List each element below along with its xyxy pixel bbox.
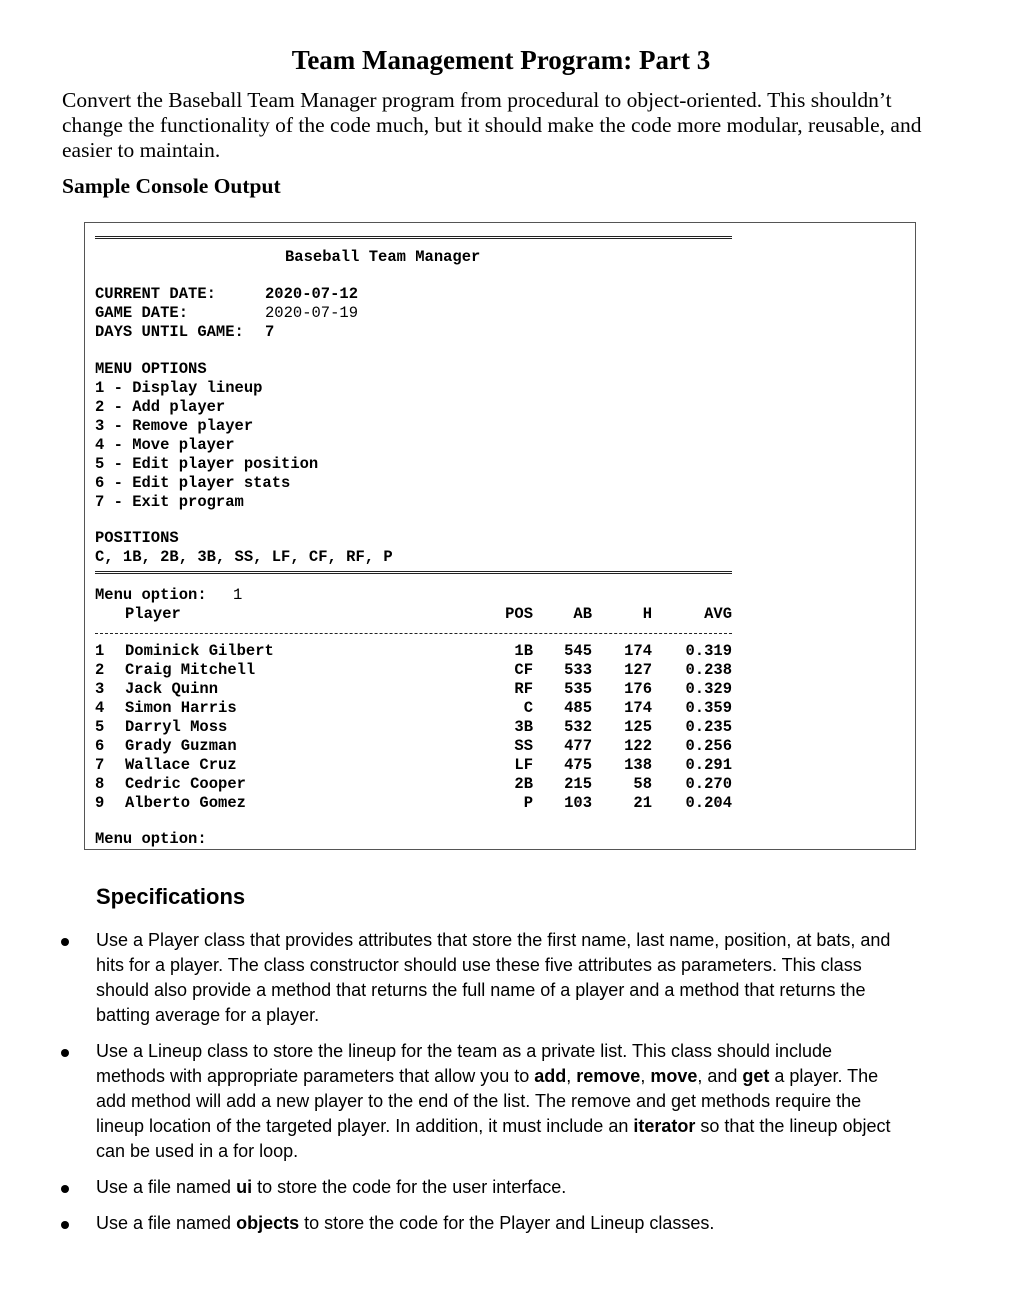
bullet-dot xyxy=(61,1221,69,1229)
menu-item: 4 - Move player xyxy=(95,436,235,454)
spec-keyword: ui xyxy=(236,1177,253,1197)
player-at-bats: 533 xyxy=(564,661,592,679)
spec-keyword: remove xyxy=(576,1066,641,1086)
player-at-bats: 535 xyxy=(564,680,592,698)
player-hits: 174 xyxy=(624,642,652,660)
row-number: 7 xyxy=(95,756,105,774)
player-at-bats: 103 xyxy=(564,794,592,812)
player-hits: 174 xyxy=(624,699,652,717)
menu-item: 1 - Display lineup xyxy=(95,379,263,397)
menu-option-value: 1 xyxy=(233,586,243,604)
column-header-pos: POS xyxy=(505,605,533,623)
specifications-heading: Specifications xyxy=(96,884,246,909)
row-number: 5 xyxy=(95,718,105,736)
player-hits: 127 xyxy=(624,661,652,679)
player-position: 3B xyxy=(514,718,533,736)
console-app-title: Baseball Team Manager xyxy=(285,248,481,266)
row-number: 6 xyxy=(95,737,105,755)
spec-keyword: get xyxy=(742,1066,770,1086)
player-average: 0.238 xyxy=(685,661,732,679)
player-average: 0.319 xyxy=(685,642,732,660)
spec-text: Use a Player class that provides attributes that store the first name, last name, position, at bats, and hits for a player. The class constructor should use these five attributes as parameters. This class should also provide a method that returns the full name of a player and a method that returns the batting average for a player. xyxy=(96,930,891,1025)
spec-bullet-player-class xyxy=(96,928,896,1028)
game-date-label: GAME DATE: xyxy=(95,304,189,322)
spec-text: , xyxy=(640,1066,651,1086)
column-header-player: Player xyxy=(125,605,181,623)
table-row xyxy=(85,680,745,699)
player-hits: 176 xyxy=(624,680,652,698)
spec-bullet-lineup-class xyxy=(96,1039,896,1164)
player-position: SS xyxy=(514,737,533,755)
column-header-ab: AB xyxy=(573,605,592,623)
table-row xyxy=(85,661,745,680)
page-title: Team Management Program: Part 3 xyxy=(291,45,711,75)
player-at-bats: 215 xyxy=(564,775,592,793)
menu-option-prompt: Menu option: xyxy=(95,830,207,848)
menu-item: 6 - Edit player stats xyxy=(95,474,291,492)
spec-text: Use a file named xyxy=(96,1177,237,1197)
bullet-dot xyxy=(61,938,69,946)
spec-text: Use a file named xyxy=(96,1213,237,1233)
table-header-divider xyxy=(95,633,732,634)
menu-option-label: Menu option: xyxy=(95,586,207,604)
player-hits: 122 xyxy=(624,737,652,755)
bullet-dot xyxy=(61,1185,69,1193)
spec-text: to store the code for the Player and Lineup classes. xyxy=(299,1213,715,1233)
table-row xyxy=(85,699,745,718)
player-hits: 58 xyxy=(633,775,652,793)
positions-list: C, 1B, 2B, 3B, SS, LF, CF, RF, P xyxy=(95,548,393,566)
spec-bullet-objects-file xyxy=(96,1211,896,1236)
player-average: 0.291 xyxy=(685,756,732,774)
player-average: 0.359 xyxy=(685,699,732,717)
spec-text: to store the code for the user interface. xyxy=(252,1177,567,1197)
spec-text: Use a Lineup class to store the lineup for the team as a private list. This class should include methods with appropriate parameters that allow you to xyxy=(96,1041,833,1086)
player-at-bats: 475 xyxy=(564,756,592,774)
player-name: Alberto Gomez xyxy=(125,794,246,812)
table-row xyxy=(85,756,745,775)
column-header-h: H xyxy=(642,605,652,623)
player-name: Dominick Gilbert xyxy=(125,642,274,660)
player-average: 0.256 xyxy=(685,737,732,755)
spec-text: so that the lineup object can be used in a for loop. xyxy=(96,1116,891,1161)
player-name: Craig Mitchell xyxy=(125,661,256,679)
positions-heading: POSITIONS xyxy=(95,529,179,547)
table-row xyxy=(85,718,745,737)
console-output-box xyxy=(84,222,916,850)
spec-text: , and xyxy=(697,1066,743,1086)
row-number: 8 xyxy=(95,775,105,793)
player-average: 0.329 xyxy=(685,680,732,698)
game-date-value: 2020-07-19 xyxy=(265,304,359,322)
player-name: Cedric Cooper xyxy=(125,775,246,793)
player-at-bats: 545 xyxy=(564,642,592,660)
row-number: 4 xyxy=(95,699,105,717)
player-hits: 21 xyxy=(633,794,652,812)
spec-keyword: objects xyxy=(236,1213,300,1233)
player-average: 0.270 xyxy=(685,775,732,793)
player-name: Grady Guzman xyxy=(125,737,237,755)
table-row xyxy=(85,775,745,794)
player-at-bats: 477 xyxy=(564,737,592,755)
player-position: CF xyxy=(514,661,533,679)
menu-item: 7 - Exit program xyxy=(95,493,244,511)
current-date-value: 2020-07-12 xyxy=(265,285,359,303)
player-at-bats: 485 xyxy=(564,699,592,717)
player-average: 0.235 xyxy=(685,718,732,736)
player-hits: 138 xyxy=(624,756,652,774)
spec-keyword: add xyxy=(534,1066,567,1086)
player-position: P xyxy=(523,794,533,812)
player-name: Simon Harris xyxy=(125,699,237,717)
spec-text: a player. The add method will add a new player to the end of the list. The remove and get methods require the lineup location of the targeted player. In addition, it must include an xyxy=(96,1066,879,1136)
menu-item: 5 - Edit player position xyxy=(95,455,319,473)
spec-bullet-ui-file xyxy=(96,1175,896,1200)
player-name: Jack Quinn xyxy=(125,680,219,698)
player-name: Wallace Cruz xyxy=(125,756,237,774)
table-row xyxy=(85,642,745,661)
spec-keyword: iterator xyxy=(633,1116,696,1136)
spec-keyword: move xyxy=(650,1066,698,1086)
spec-text: , xyxy=(566,1066,577,1086)
menu-options-heading: MENU OPTIONS xyxy=(95,360,207,378)
player-name: Darryl Moss xyxy=(125,718,228,736)
days-until-value: 7 xyxy=(265,323,275,341)
current-date-label: CURRENT DATE: xyxy=(95,285,216,303)
console-separator-middle xyxy=(95,571,732,574)
row-number: 3 xyxy=(95,680,105,698)
player-at-bats: 532 xyxy=(564,718,592,736)
row-number: 2 xyxy=(95,661,105,679)
row-number: 9 xyxy=(95,794,105,812)
console-separator-top xyxy=(95,236,732,239)
player-hits: 125 xyxy=(624,718,652,736)
menu-item: 3 - Remove player xyxy=(95,417,254,435)
table-row xyxy=(85,737,745,756)
player-position: 2B xyxy=(514,775,533,793)
sample-output-heading: Sample Console Output xyxy=(62,174,281,198)
player-position: LF xyxy=(514,756,533,774)
player-average: 0.204 xyxy=(685,794,732,812)
player-position: 1B xyxy=(514,642,533,660)
column-header-avg: AVG xyxy=(704,605,732,623)
intro-paragraph: Convert the Baseball Team Manager program from procedural to object-oriented. This shouldn’t change the functionality of the code much, but it should make the code more modular, reusable, and easier to maintain. xyxy=(62,88,922,162)
player-position: RF xyxy=(514,680,533,698)
row-number: 1 xyxy=(95,642,105,660)
days-until-label: DAYS UNTIL GAME: xyxy=(95,323,244,341)
table-row xyxy=(85,794,745,813)
player-position: C xyxy=(523,699,533,717)
bullet-dot xyxy=(61,1049,69,1057)
menu-item: 2 - Add player xyxy=(95,398,226,416)
